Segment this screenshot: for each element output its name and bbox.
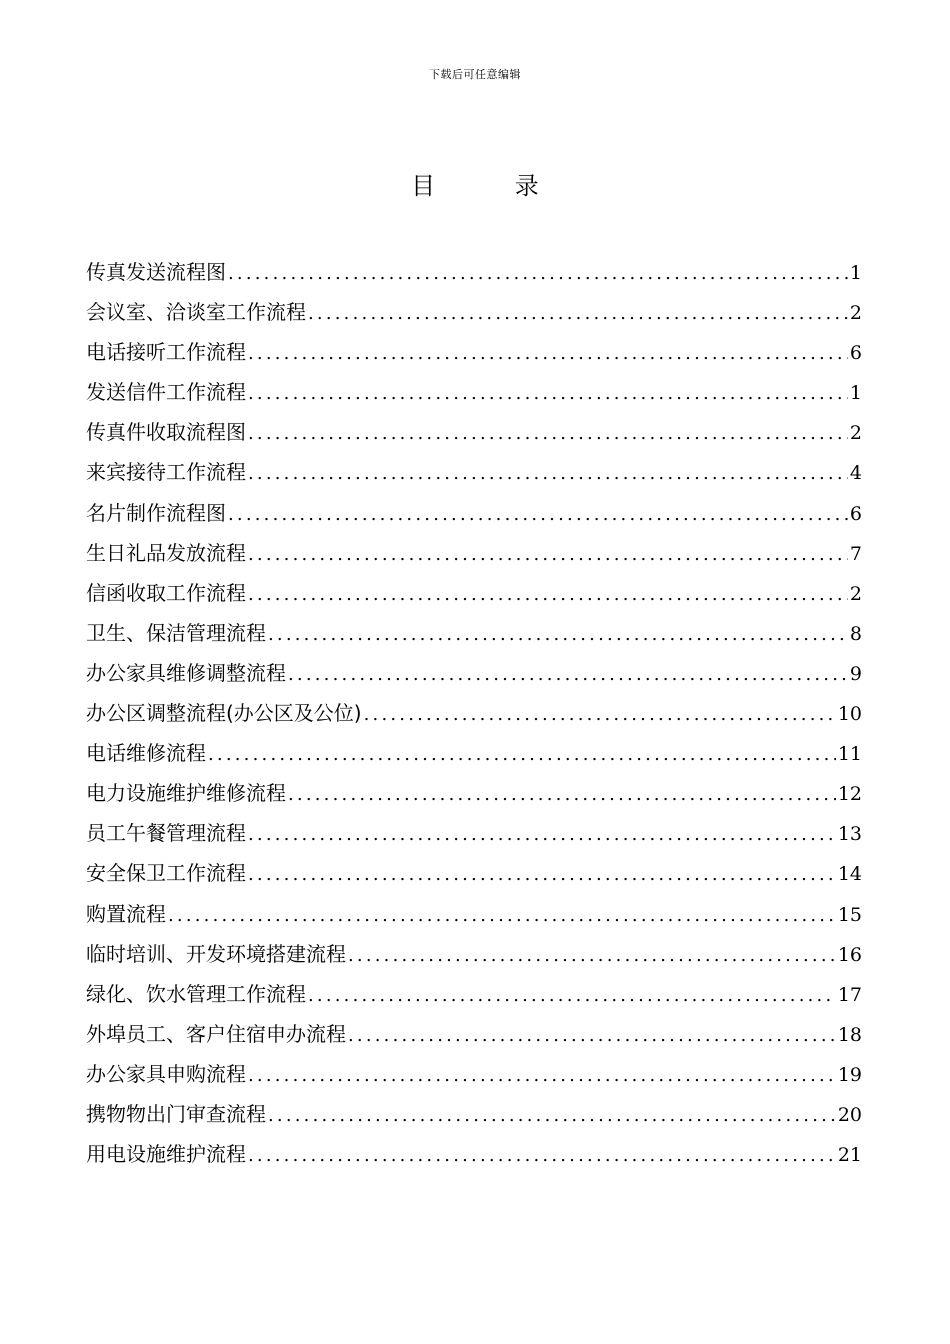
toc-leader-dots xyxy=(248,414,848,452)
toc-entry-page: 21 xyxy=(837,1144,862,1167)
toc-entry[interactable] xyxy=(86,693,862,733)
toc-leader-dots xyxy=(228,254,848,292)
toc-entry-label: 名片制作流程图 xyxy=(86,500,226,525)
toc-title: 目 录 xyxy=(411,172,575,200)
toc-entry-label: 办公区调整流程(办公区及公位) xyxy=(86,701,362,726)
toc-leader-dots xyxy=(288,775,836,813)
toc-entry-label: 临时培训、开发环境搭建流程 xyxy=(86,941,346,966)
toc-entry[interactable] xyxy=(86,894,862,934)
toc-leader-dots xyxy=(348,936,836,974)
toc-entry[interactable] xyxy=(86,653,862,693)
toc-entry-page: 15 xyxy=(837,903,862,926)
toc-entry-label: 购置流程 xyxy=(86,901,166,926)
toc-leader-dots xyxy=(208,735,836,773)
toc-entry-page: 16 xyxy=(837,943,862,966)
toc-entry-label: 绿化、饮水管理工作流程 xyxy=(86,981,306,1006)
toc-entry-label: 电话接听工作流程 xyxy=(86,340,246,365)
toc-entry[interactable] xyxy=(86,252,862,292)
toc-leader-dots xyxy=(348,1016,836,1054)
toc-entry-label: 安全保卫工作流程 xyxy=(86,861,246,886)
toc-entry-page: 8 xyxy=(849,622,862,645)
toc-leader-dots xyxy=(248,374,848,412)
toc-entry[interactable] xyxy=(86,613,862,653)
toc-entry-page: 12 xyxy=(837,783,862,806)
toc-entry-page: 17 xyxy=(837,983,862,1006)
toc-entry[interactable] xyxy=(86,853,862,893)
toc-entry-label: 电力设施维护维修流程 xyxy=(86,781,286,806)
toc-entry-label: 携物物出门审查流程 xyxy=(86,1101,266,1126)
toc-leader-dots xyxy=(168,896,836,934)
toc-leader-dots xyxy=(268,1096,836,1134)
toc-leader-dots xyxy=(248,454,848,492)
toc-leader-dots xyxy=(364,695,836,733)
toc-entry-page: 1 xyxy=(849,262,862,284)
toc-entry-page: 14 xyxy=(837,863,862,886)
toc-entry-label: 生日礼品发放流程 xyxy=(86,540,246,565)
toc-entry-page: 4 xyxy=(849,462,862,485)
toc-entry[interactable] xyxy=(86,773,862,813)
toc-entry-label: 外埠员工、客户住宿申办流程 xyxy=(86,1021,346,1046)
toc-entry-page: 20 xyxy=(837,1103,862,1126)
toc-entry-page: 19 xyxy=(837,1063,862,1086)
toc-entry[interactable] xyxy=(86,813,862,853)
toc-entry[interactable] xyxy=(86,1054,862,1094)
toc-entry-page: 7 xyxy=(849,542,862,565)
toc-entry[interactable] xyxy=(86,292,862,332)
toc-leader-dots xyxy=(248,334,848,372)
table-of-contents xyxy=(86,252,862,1174)
toc-leader-dots xyxy=(248,1056,836,1094)
toc-entry[interactable] xyxy=(86,412,862,452)
toc-entry-label: 办公家具维修调整流程 xyxy=(86,660,286,685)
toc-entry-page: 2 xyxy=(849,302,862,325)
toc-entry[interactable] xyxy=(86,533,862,573)
toc-entry-label: 信函收取工作流程 xyxy=(86,580,246,605)
toc-leader-dots xyxy=(308,976,836,1014)
toc-entry[interactable] xyxy=(86,372,862,412)
toc-entry-label: 传真件收取流程图 xyxy=(86,420,246,445)
toc-entry-page: 6 xyxy=(849,342,862,365)
toc-entry-label: 员工午餐管理流程 xyxy=(86,821,246,846)
toc-entry[interactable] xyxy=(86,1094,862,1134)
toc-leader-dots xyxy=(248,855,836,893)
toc-entry-label: 用电设施维护流程 xyxy=(86,1142,246,1167)
toc-entry-label: 来宾接待工作流程 xyxy=(86,460,246,485)
toc-entry-label: 传真发送流程图 xyxy=(86,260,226,284)
toc-entry[interactable] xyxy=(86,573,862,613)
toc-entry[interactable] xyxy=(86,493,862,533)
toc-entry-page: 11 xyxy=(837,743,862,766)
toc-entry-page: 2 xyxy=(849,422,862,445)
toc-entry-label: 办公家具申购流程 xyxy=(86,1061,246,1086)
toc-entry-page: 18 xyxy=(837,1023,862,1046)
toc-leader-dots xyxy=(268,615,848,653)
toc-entry[interactable] xyxy=(86,733,862,773)
toc-entry[interactable] xyxy=(86,452,862,492)
header-note: 下载后可任意编辑 xyxy=(429,68,521,81)
toc-entry-label: 发送信件工作流程 xyxy=(86,380,246,405)
toc-entry-label: 会议室、洽谈室工作流程 xyxy=(86,300,306,325)
toc-entry[interactable] xyxy=(86,934,862,974)
toc-leader-dots xyxy=(248,575,848,613)
toc-leader-dots xyxy=(228,495,848,533)
toc-leader-dots xyxy=(308,294,848,332)
toc-entry[interactable] xyxy=(86,1014,862,1054)
toc-leader-dots xyxy=(248,1136,836,1174)
toc-entry-page: 10 xyxy=(837,703,862,726)
toc-entry-page: 2 xyxy=(849,582,862,605)
toc-leader-dots xyxy=(288,655,848,693)
toc-entry-label: 卫生、保洁管理流程 xyxy=(86,620,266,645)
toc-entry[interactable] xyxy=(86,332,862,372)
toc-entry-page: 1 xyxy=(849,382,862,405)
toc-entry[interactable] xyxy=(86,1134,862,1174)
toc-entry-page: 9 xyxy=(849,662,862,685)
toc-entry[interactable] xyxy=(86,974,862,1014)
toc-entry-label: 电话维修流程 xyxy=(86,741,206,766)
toc-leader-dots xyxy=(248,535,848,573)
toc-entry-page: 6 xyxy=(849,502,862,525)
toc-entry-page: 13 xyxy=(837,823,862,846)
toc-leader-dots xyxy=(248,815,836,853)
